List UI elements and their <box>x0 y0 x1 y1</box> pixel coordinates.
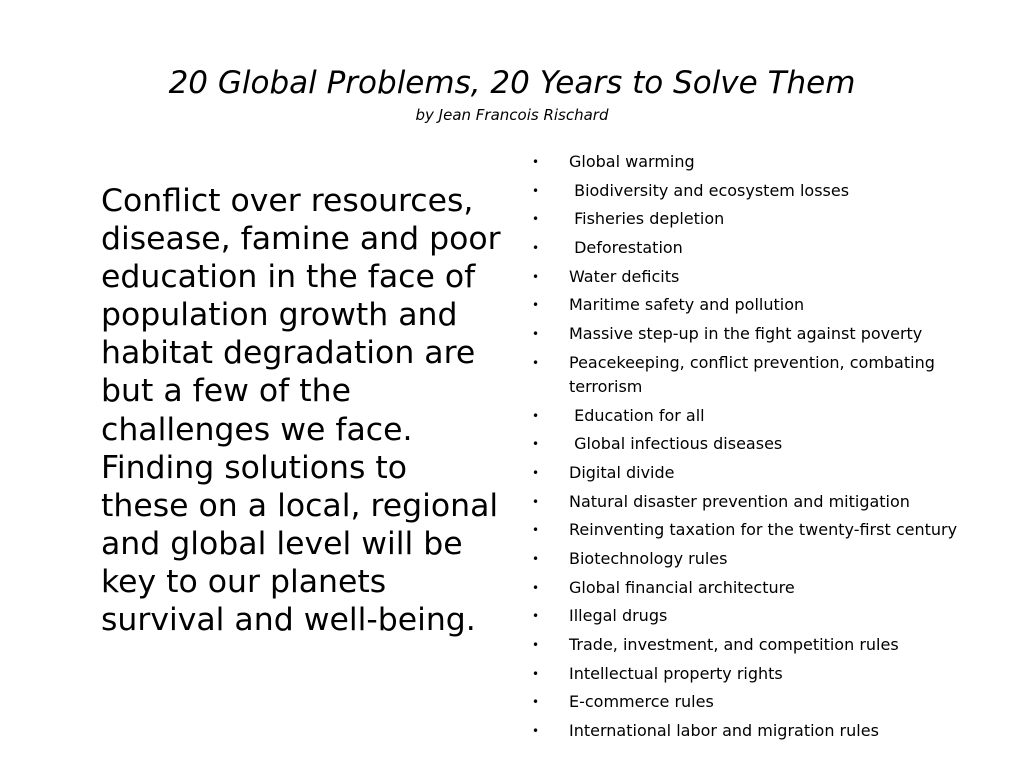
problems-list <box>530 150 1000 748</box>
list-item <box>530 719 1000 743</box>
bullet-icon: • <box>532 212 540 227</box>
list-item <box>530 690 1000 714</box>
list-item <box>530 351 1000 399</box>
list-item <box>530 518 1000 542</box>
list-item <box>530 179 1000 203</box>
bullet-icon: • <box>532 580 540 595</box>
list-item-label: Water deficits <box>569 266 680 286</box>
slide-subtitle: by Jean Francois Rischard <box>415 106 609 124</box>
bullet-icon: • <box>532 609 540 624</box>
title-block <box>0 62 1024 126</box>
list-item-label: Deforestation <box>569 238 683 258</box>
list-item <box>530 236 1000 260</box>
list-item <box>530 576 1000 600</box>
list-item-label: Intellectual property rights <box>569 663 783 683</box>
bullet-icon: • <box>532 355 540 370</box>
bullet-icon: • <box>532 155 540 169</box>
list-item <box>530 432 1000 456</box>
bullet-icon: • <box>532 408 540 423</box>
list-item-label: Reinventing taxation for the twenty-first century <box>569 520 958 540</box>
list-item-label: Fisheries depletion <box>569 209 725 229</box>
list-item <box>530 604 1000 628</box>
bullet-icon: • <box>532 465 540 480</box>
bullet-icon: • <box>532 695 540 710</box>
list-item-label: E-commerce rules <box>569 692 714 712</box>
list-item-label: Maritime safety and pollution <box>569 295 805 315</box>
body-paragraph: Conflict over resources, disease, famine and poor education in the face of population growth and habitat degradation are but a few of the challenges we face. Finding solutions to these on a local, regional and global level will be key to our planets survival and well-being. <box>101 183 501 639</box>
bullet-icon: • <box>532 183 540 198</box>
bullet-icon: • <box>532 638 540 652</box>
list-item <box>530 490 1000 514</box>
list-item <box>530 547 1000 571</box>
list-item-label: Digital divide <box>569 462 675 482</box>
bullet-icon: • <box>532 551 540 566</box>
bullet-icon: • <box>532 241 540 256</box>
list-item-label: International labor and migration rules <box>569 721 879 741</box>
bullet-icon: • <box>532 494 540 509</box>
bullet-icon: • <box>532 523 540 538</box>
list-item <box>530 662 1000 686</box>
slide-title: 20 Global Problems, 20 Years to Solve Them <box>168 65 856 101</box>
list-item-label: Biotechnology rules <box>569 548 728 568</box>
bullet-icon: • <box>532 666 540 681</box>
list-item <box>530 461 1000 485</box>
bullet-icon: • <box>532 298 540 313</box>
list-item <box>530 404 1000 428</box>
bullet-icon: • <box>532 327 540 342</box>
list-item <box>530 207 1000 231</box>
list-item <box>530 633 1000 657</box>
list-item-label: Global financial architecture <box>569 577 795 597</box>
list-item-label: Illegal drugs <box>569 606 668 626</box>
list-item-label: Trade, investment, and competition rules <box>569 635 899 654</box>
list-item-label: Peacekeeping, conflict prevention, combating terrorism <box>569 352 940 396</box>
list-item-label: Massive step-up in the fight against poverty <box>569 324 923 344</box>
bullet-icon: • <box>532 269 540 284</box>
list-item <box>530 322 1000 346</box>
list-item <box>530 293 1000 317</box>
list-item-label: Biodiversity and ecosystem losses <box>569 180 850 200</box>
bullet-icon: • <box>532 724 540 739</box>
list-item-label: Global infectious diseases <box>569 434 783 454</box>
list-item <box>530 265 1000 289</box>
list-item-label: Natural disaster prevention and mitigation <box>569 491 910 511</box>
list-item-label: Global warming <box>569 152 695 171</box>
bullet-icon: • <box>532 437 540 452</box>
list-item-label: Education for all <box>569 405 705 425</box>
list-item <box>530 150 1000 174</box>
